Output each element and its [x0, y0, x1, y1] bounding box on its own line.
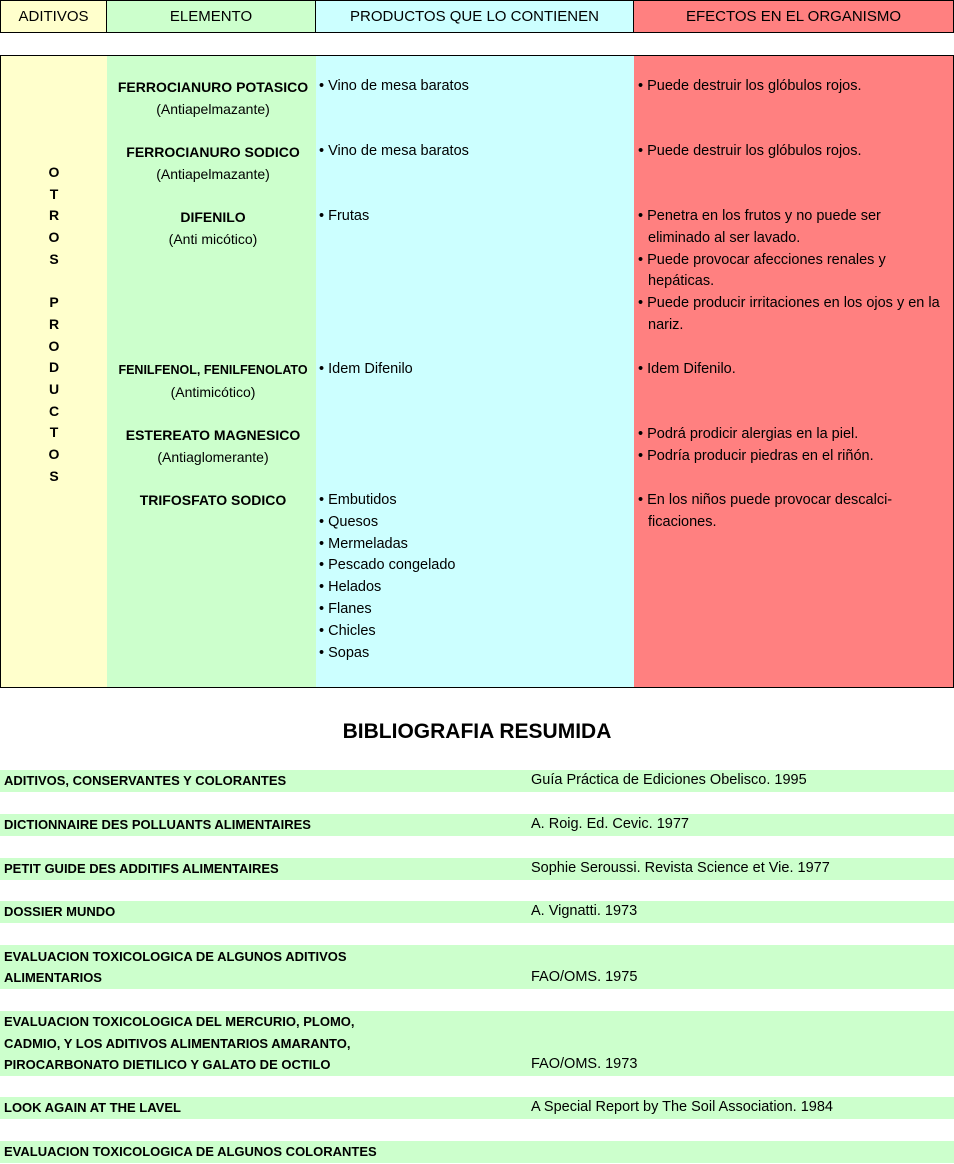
bibliography-entry-title: [4, 1141, 524, 1163]
bibliography-entry-title: [4, 946, 524, 989]
effect-item: • Puede destruir los glóbulos rojos.: [638, 141, 943, 163]
category-letter: T: [49, 424, 59, 441]
title-line: PIROCARBONATO DIETILICO Y GALATO DE OCTILO: [4, 1057, 331, 1073]
effect-item: • Puede producir irritaciones en los ojos y en la nariz.: [638, 293, 943, 337]
effects-list: [638, 141, 943, 163]
effect-item: • Podría producir piedras en el riñón.: [638, 446, 943, 468]
effects-list: [638, 490, 943, 534]
category-letter: P: [49, 294, 59, 311]
title-line: EVALUACION TOXICOLOGICA DEL MERCURIO, PLOMO,: [4, 1013, 355, 1029]
bibliography-entry: [0, 1097, 954, 1119]
bibliography-entry: [0, 770, 954, 792]
bibliography-entry-title: [4, 814, 524, 836]
element-type: (Antimicótico): [170, 384, 256, 400]
bibliography-entry-source: FAO/OMS. 1975: [531, 969, 638, 986]
category-letter: S: [49, 250, 59, 267]
element-cell: [107, 424, 319, 468]
effect-item: • Puede destruir los glóbulos rojos.: [638, 76, 943, 98]
product-item: • Vino de mesa baratos: [319, 76, 631, 98]
bibliography-entry-source: A Special Report by The Soil Association. 1984: [531, 1099, 834, 1116]
products-list: [319, 359, 631, 381]
category-letter: C: [48, 402, 60, 419]
bibliography-entry-source: A. Vignatti. 1973: [531, 903, 638, 920]
effects-list: [638, 206, 943, 337]
category-letter: R: [48, 207, 60, 224]
element-type: (Antiapelmazante): [156, 166, 270, 182]
title-line: PETIT GUIDE DES ADDITIFS ALIMENTAIRES: [4, 861, 279, 877]
products-list: [319, 76, 631, 98]
category-letter: O: [48, 337, 60, 354]
bibliography-entry-source: FAO/OMS. 1973: [531, 1056, 638, 1073]
title-line: CADMIO, Y LOS ADITIVOS ALIMENTARIOS AMARANTO,: [4, 1035, 351, 1051]
category-label: [1, 162, 107, 487]
element-name: ESTEREATO MAGNESICO: [125, 427, 301, 443]
bibliography-entry: [0, 858, 954, 880]
element-name: FERROCIANURO POTASICO: [117, 79, 309, 95]
bibliography-title: BIBLIOGRAFIA RESUMIDA: [342, 720, 612, 743]
product-item: • Mermeladas: [319, 534, 631, 556]
bibliography-entry-title: [4, 770, 524, 792]
header-aditivos: ADITIVOS: [0, 0, 107, 33]
effect-item: • Penetra en los frutos y no puede ser eliminado al ser lavado.: [638, 206, 943, 250]
category-letter: S: [49, 467, 59, 484]
product-item: • Helados: [319, 577, 631, 599]
effect-item: • Idem Difenilo.: [638, 359, 943, 381]
bibliography-entry: [0, 814, 954, 836]
bibliography-entry-source: Sophie Seroussi. Revista Science et Vie. 1977: [531, 860, 830, 877]
header-elemento: ELEMENTO: [107, 0, 316, 33]
category-letter: O: [48, 445, 60, 462]
element-cell: [107, 76, 319, 120]
effects-list: [638, 424, 943, 468]
title-line: ADITIVOS, CONSERVANTES Y COLORANTES: [4, 773, 287, 789]
element-name: TRIFOSFATO SODICO: [139, 492, 287, 508]
element-type: (Anti micótico): [168, 231, 258, 247]
title-line: ALIMENTARIOS: [4, 970, 102, 986]
product-item: • Embutidos: [319, 490, 631, 512]
products-list: [319, 206, 631, 228]
bibliography-entry-source: A. Roig. Ed. Cevic. 1977: [531, 816, 689, 833]
category-letter: R: [48, 315, 60, 332]
effects-list: [638, 359, 943, 381]
effect-item: • Podrá prodicir alergias en la piel.: [638, 424, 943, 446]
product-item: • Chicles: [319, 621, 631, 643]
product-item: • Pescado congelado: [319, 555, 631, 577]
effect-item: • Puede provocar afecciones renales y hepáticas.: [638, 250, 943, 294]
bibliography-entry-source: Guía Práctica de Ediciones Obelisco. 1995: [531, 772, 807, 789]
bibliography-entry-title: [4, 1097, 524, 1119]
bibliography-entry-title: [4, 1011, 524, 1076]
category-letter: O: [48, 164, 60, 180]
title-line: EVALUACION TOXICOLOGICA DE ALGUNOS ADITIVOS: [4, 948, 347, 964]
element-cell: [107, 489, 319, 511]
element-cell: [107, 141, 319, 185]
element-name: FERROCIANURO SODICO: [126, 144, 300, 160]
element-type: (Antiaglomerante): [157, 449, 269, 465]
product-item: • Frutas: [319, 206, 631, 228]
category-letter: [1, 270, 107, 292]
bibliography-entry: [0, 1011, 954, 1076]
product-item: • Idem Difenilo: [319, 359, 631, 381]
products-list: [319, 490, 631, 664]
effects-list: [638, 76, 943, 98]
product-item: • Flanes: [319, 599, 631, 621]
element-cell: [107, 206, 319, 250]
header-efectos: EFECTOS EN EL ORGANISMO: [634, 0, 954, 33]
bibliography-entry-title: [4, 858, 524, 880]
category-letter: U: [48, 380, 60, 397]
header-productos: PRODUCTOS QUE LO CONTIENEN: [316, 0, 634, 33]
element-name: FENILFENOL, FENILFENOLATO: [118, 363, 308, 377]
element-cell: [107, 359, 319, 403]
bibliography-entry: [0, 945, 954, 989]
category-letter: O: [48, 229, 60, 246]
bibliography-entry: [0, 1141, 954, 1163]
category-letter: T: [49, 185, 59, 202]
title-line: DOSSIER MUNDO: [4, 904, 116, 920]
effect-item: • En los niños puede provocar descalci- ficaciones.: [638, 490, 943, 534]
title-line: LOOK AGAIN AT THE LAVEL: [4, 1100, 181, 1116]
product-item: • Quesos: [319, 512, 631, 534]
category-letter: D: [48, 359, 60, 376]
element-name: DIFENILO: [180, 209, 246, 225]
product-item: • Vino de mesa baratos: [319, 141, 631, 163]
bibliography-entry-title: [4, 901, 524, 923]
products-list: [319, 141, 631, 163]
title-line: DICTIONNAIRE DES POLLUANTS ALIMENTAIRES: [4, 817, 311, 833]
bibliography-entry: [0, 901, 954, 923]
additives-table: [0, 55, 954, 688]
product-item: • Sopas: [319, 643, 631, 665]
element-type: (Antiapelmazante): [156, 101, 270, 117]
title-line: EVALUACION TOXICOLOGICA DE ALGUNOS COLORANTES: [4, 1144, 377, 1160]
